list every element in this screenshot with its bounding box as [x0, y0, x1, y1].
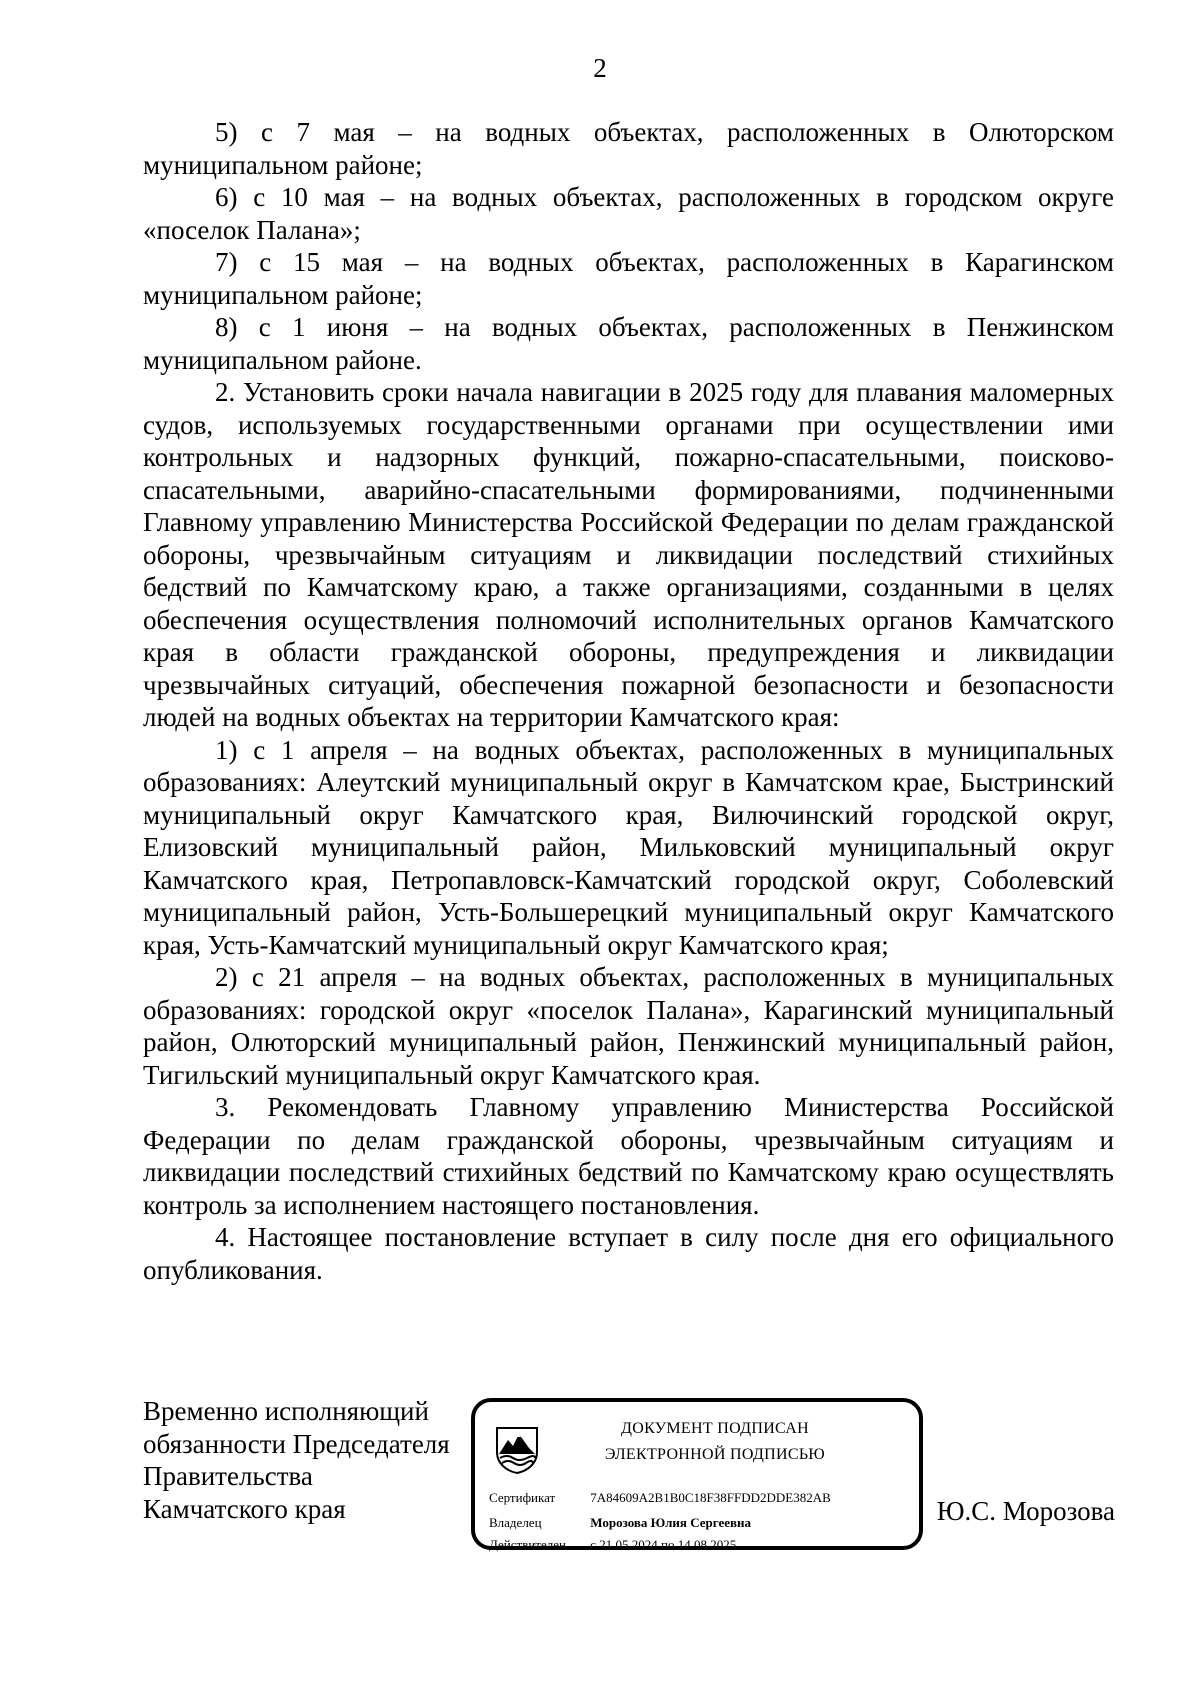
list-item-5: 5) с 7 мая – на водных объектах, расположенных в Олюторском муниципальном районе; [143, 117, 1114, 180]
certificate-value: 7A84609A2B1B0C18F38FFDD2DDE382AB [590, 1490, 831, 1505]
certificate-label: Сертификат [489, 1490, 556, 1505]
validity-label: Действителен [489, 1537, 566, 1552]
page-number: 2 [593, 53, 607, 83]
electronic-signature-stamp [471, 1398, 923, 1550]
stamp-title [565, 1416, 865, 1468]
signatory-position-line: Временно исполняющий [143, 1396, 429, 1426]
owner-value: Морозова Юлия Сергеевна [590, 1515, 752, 1530]
clause-4: 4. Настоящее постановление вступает в силу после дня его официального опубликования. [143, 1222, 1114, 1285]
list-item-7: 7) с 15 мая – на водных объектах, расположенных в Карагинском муниципальном районе; [143, 247, 1114, 310]
clause-2-item-1: 1) с 1 апреля – на водных объектах, расположенных в муниципальных образованиях: Алеутский муниципальный округ в Камчатском крае, Быстринский муниципальный округ Камчатского края, Вилючинский городской округ, Елизовский муниципальный район, Мильковский муниципальный округ Камчатского края, Петропавловск-Камчатский городской округ, Соболевский муниципальный район, Усть-Большерецкий муниципальный округ Камчатского края, Усть-Камчатский муниципальный округ Камчатского края; [143, 734, 1114, 960]
document-body [143, 116, 1114, 1286]
signatory-position-line: Камчатского края [143, 1493, 346, 1524]
kamchatka-emblem-icon [495, 1426, 539, 1474]
stamp-title-line: ДОКУМЕНТ ПОДПИСАН [621, 1420, 809, 1437]
signatory-name: Ю.С. Морозова [936, 1496, 1115, 1526]
owner-label: Владелец [489, 1515, 542, 1530]
signatory-position [143, 1395, 483, 1525]
stamp-validity-row [489, 1537, 736, 1553]
list-item-8: 8) с 1 июня – на водных объектах, расположенных в Пенжинском муниципальном районе. [143, 312, 1114, 375]
clause-2: 2. Установить сроки начала навигации в 2025 году для плавания маломерных судов, используемых государственными органами при осуществлении ими контрольных и надзорных функций, пожарно-спасательными, поисково-спасательными, аварийно-спасательными формированиями, подчиненными Главному управлению Министерства Российской Федерации по делам гражданской обороны, чрезвычайным ситуациям и ликвидации последствий стихийных бедствий по Камчатскому краю, а также организациями, созданными в целях обеспечения осуществления полномочий исполнительных органов Камчатского края в области гражданской обороны, предупреждения и ликвидации чрезвычайных ситуаций, обеспечения пожарной безопасности и безопасности людей на водных объектах на территории Камчатского края: [143, 377, 1114, 732]
signatory-position-line: обязанности Председателя [143, 1428, 450, 1459]
validity-value: с 21.05.2024 по 14.08.2025 [590, 1537, 737, 1552]
stamp-owner-row [489, 1515, 751, 1531]
clause-3: 3. Рекомендовать Главному управлению Министерства Российской Федерации по делам гражданской обороны, чрезвычайным ситуациям и ликвидации последствий стихийных бедствий по Камчатскому краю осуществлять контроль за исполнением настоящего постановления. [143, 1092, 1114, 1220]
stamp-certificate-row [489, 1490, 831, 1506]
list-item-6: 6) с 10 мая – на водных объектах, расположенных в городском округе «поселок Палана»; [143, 182, 1114, 245]
stamp-title-line: ЭЛЕКТРОННОЙ ПОДПИСЬЮ [604, 1446, 826, 1463]
signatory-position-line: Правительства [143, 1461, 313, 1491]
clause-2-item-2: 2) с 21 апреля – на водных объектах, расположенных в муниципальных образованиях: городской округ «поселок Палана», Карагинский муниципальный район, Олюторский муниципальный район, Пенжинский муниципальный район, Тигильский муниципальный округ Камчатского края. [143, 962, 1114, 1090]
